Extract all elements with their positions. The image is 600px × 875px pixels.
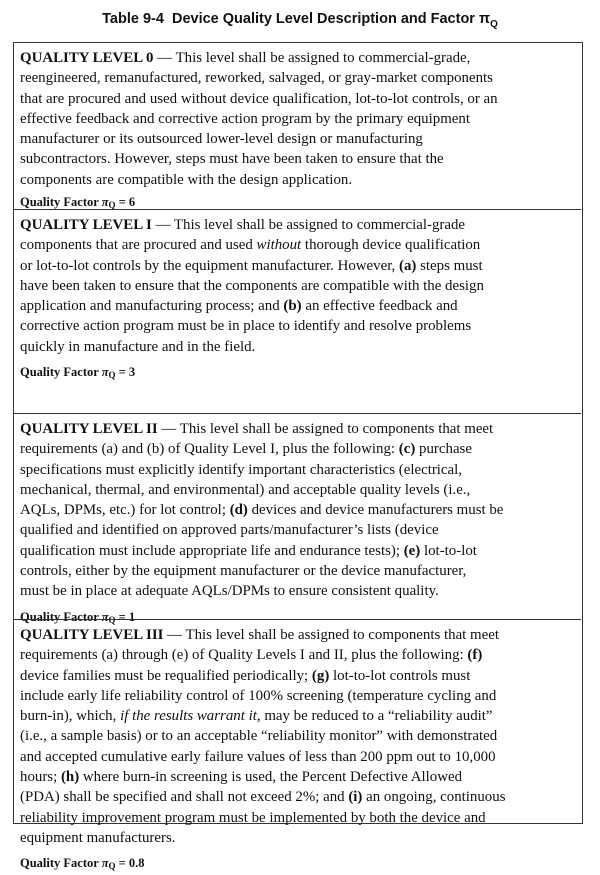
level-2-line-4: mechanical, thermal, and environmental) and acceptable quality levels (i.e., bbox=[20, 481, 471, 498]
level-3-line-2: requirements (a) through (e) of Quality Levels I and II, plus the following: (f) bbox=[20, 647, 483, 664]
quality-level-1-cell bbox=[14, 209, 581, 413]
level-3-line-10: reliability improvement program must be implemented by both the device and bbox=[20, 809, 486, 826]
level-2-line-1: QUALITY LEVEL II — This level shall be assigned to components that meet bbox=[20, 421, 494, 437]
level-0-quality-factor: Quality Factor $\pi_Q = 6$ bbox=[20, 195, 136, 211]
level-2-line-7: qualification must include appropriate life and endurance tests); (e) lot-to-lot bbox=[20, 542, 477, 559]
table-caption bbox=[0, 11, 600, 30]
level-2-quality-factor: Quality Factor $\pi_Q = 1$ bbox=[20, 609, 136, 625]
level-2-line-6: qualified and identified on approved parts/manufacturer’s lists (device bbox=[20, 522, 439, 539]
level-3-line-4: include early life reliability control of 100% screening (temperature cycling and bbox=[20, 687, 497, 704]
level-1-quality-factor: Quality Factor $\pi_Q = 3$ bbox=[20, 365, 136, 381]
level-3-line-3: device families must be requalified periodically; (g) lot-to-lot controls must bbox=[20, 667, 471, 684]
table-number: Table 9-4 bbox=[102, 11, 164, 27]
level-3-line-11: equipment manufacturers. bbox=[20, 829, 176, 846]
level-2-line-3: specifications must explicitly identify important characteristics (electrical, bbox=[20, 461, 463, 478]
level-3-line-8: hours; (h) where burn-in screening is used, the Percent Defective Allowed bbox=[20, 769, 463, 786]
level-0-line-1: QUALITY LEVEL 0 — This level shall be assigned to commercial-grade, bbox=[20, 50, 471, 66]
level-2-line-8: controls, either by the equipment manufacturer or the device manufacturer, bbox=[20, 563, 467, 580]
level-1-line-2: components that are procured and used without thorough device qualification bbox=[20, 237, 481, 254]
level-1-line-3: or lot-to-lot controls by the equipment manufacturer. However, (a) steps must bbox=[20, 257, 483, 274]
level-0-line-3: that are procured and used without device qualification, lot-to-lot controls, or an bbox=[20, 90, 498, 107]
level-0-line-4: effective feedback and corrective action program by the primary equipment bbox=[20, 110, 470, 127]
level-3-quality-factor: Quality Factor $\pi_Q = 0.8$ bbox=[20, 856, 145, 872]
level-3-heading: QUALITY LEVEL III bbox=[20, 627, 164, 643]
level-1-heading: QUALITY LEVEL I bbox=[20, 217, 152, 233]
level-2-line-9: must be in place at adequate AQLs/DPMs to ensure consistent quality. bbox=[20, 583, 439, 600]
level-2-line-5: AQLs, DPMs, etc.) for lot control; (d) devices and device manufacturers must be bbox=[20, 502, 504, 519]
level-3-line-1: QUALITY LEVEL III — This level shall be assigned to components that meet bbox=[20, 627, 499, 643]
level-3-line-5: burn-in), which, if the results warrant it, may be reduced to a “reliability audit” bbox=[20, 708, 493, 725]
level-0-line-2: reengineered, remanufactured, reworked, salvaged, or gray-market components bbox=[20, 70, 493, 87]
level-0-heading: QUALITY LEVEL 0 bbox=[20, 50, 154, 66]
level-1-line-1: QUALITY LEVEL I — This level shall be assigned to commercial-grade bbox=[20, 217, 466, 233]
level-1-line-4: have been taken to ensure that the components are compatible with the design bbox=[20, 277, 484, 294]
level-1-line-5: application and manufacturing process; and (b) an effective feedback and bbox=[20, 298, 458, 315]
quality-level-table bbox=[13, 42, 583, 872]
level-2-line-2: requirements (a) and (b) of Quality Level I, plus the following: (c) purchase bbox=[20, 441, 472, 458]
level-3-line-9: (PDA) shall be specified and shall not exceed 2%; and (i) an ongoing, continuous bbox=[20, 789, 506, 806]
quality-level-3-cell bbox=[14, 619, 581, 872]
table-title: Device Quality Level Description and Factor π bbox=[171, 11, 491, 27]
quality-level-0-cell bbox=[14, 43, 581, 209]
level-1-line-7: quickly in manufacture and in the field. bbox=[20, 338, 256, 355]
level-3-line-6: (i.e., a sample basis) or to an acceptable “reliability monitor” with demonstrated bbox=[20, 728, 498, 745]
level-0-line-7: components are compatible with the design application. bbox=[20, 171, 353, 188]
level-0-line-6: subcontractors. However, steps must have been taken to ensure that the bbox=[20, 151, 444, 168]
title-subscript: Q bbox=[490, 18, 498, 30]
level-2-heading: QUALITY LEVEL II bbox=[20, 421, 158, 437]
level-1-line-6: corrective action program must be in place to identify and resolve problems bbox=[20, 318, 472, 335]
level-3-line-7: and accepted cumulative early failure values of less than 200 ppm out to 10,000 bbox=[20, 748, 496, 765]
level-0-line-5: manufacturer or its outsourced lower-level design or manufacturing bbox=[20, 131, 423, 148]
quality-level-2-cell bbox=[14, 413, 581, 625]
